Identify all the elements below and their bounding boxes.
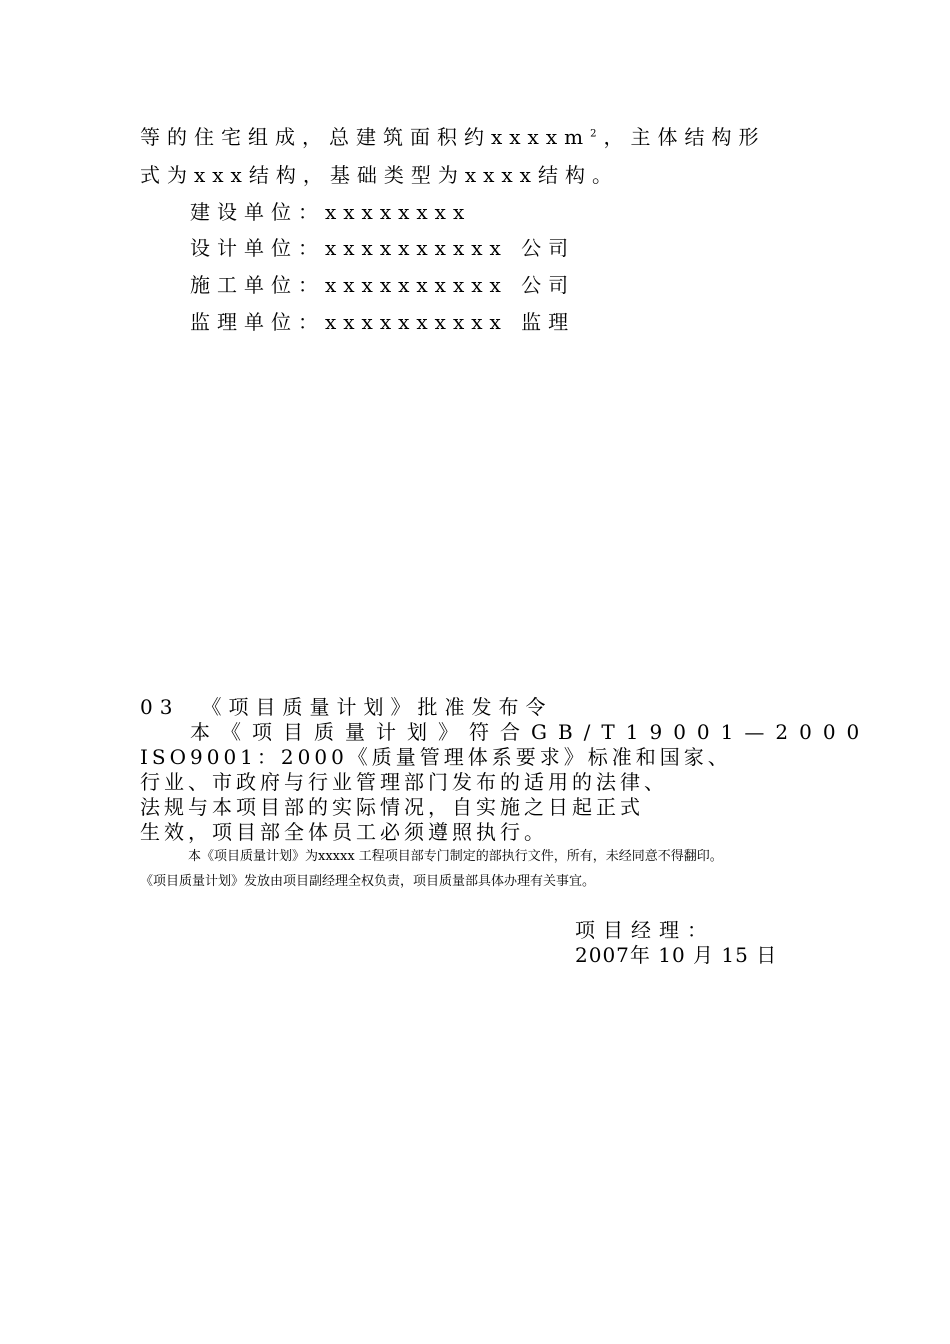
overview-line-1-text: 等的住宅组成，总建筑面积约xxxxm [140,125,591,149]
unit-design [190,238,575,258]
body-line-3: 行业、市政府与行业管理部门发布的适用的法律、 [140,770,668,794]
unit-supervisor [190,312,575,332]
body-line-1-text: 本《项目质量计划》符合GB/T19001—2000 [190,720,871,744]
unit-builder [190,275,575,295]
signature-date: 2007年 10 月 15 日 [575,943,778,967]
unit-construction [190,202,471,222]
note-line-1: 本《项目质量计划》为xxxxx 工程项目部专门制定的部执行文件，所有，未经同意不得翻印。 [188,849,723,864]
section-heading [140,697,552,717]
signature-label: 项目经理： [575,918,715,942]
overview-line-2: 式为xxx结构，基础类型为xxxx结构。 [140,163,619,187]
superscript-2: 2 [590,128,604,140]
body-line-2: ISO9001：2000《质量管理体系要求》标准和国家、 [140,745,732,769]
unit-label: 建设单位： [190,200,325,224]
body-line-5: 生效，项目部全体员工必须遵照执行。 [140,820,548,844]
section-number: 03 [140,695,180,719]
overview-line-1 [140,127,765,147]
body-line-4: 法规与本项目部的实际情况，自实施之日起正式 [140,795,644,819]
unit-value: xxxxxxxxxx 监理 [325,310,576,334]
section-title: 《项目质量计划》批准发布令 [201,695,553,719]
unit-label: 施工单位： [190,273,325,297]
body-line-1 [190,720,871,744]
unit-label: 监理单位： [190,310,325,334]
unit-label: 设计单位： [190,236,325,260]
overview-line-1-tail: ，主体结构形 [603,125,766,149]
unit-value: xxxxxxxxxx 公司 [325,273,576,297]
unit-value: xxxxxxxxxx 公司 [325,236,576,260]
note-line-2: 《项目质量计划》发放由项目副经理全权负责，项目质量部具体办理有关事宜。 [140,874,596,889]
unit-value: xxxxxxxx [325,200,472,224]
